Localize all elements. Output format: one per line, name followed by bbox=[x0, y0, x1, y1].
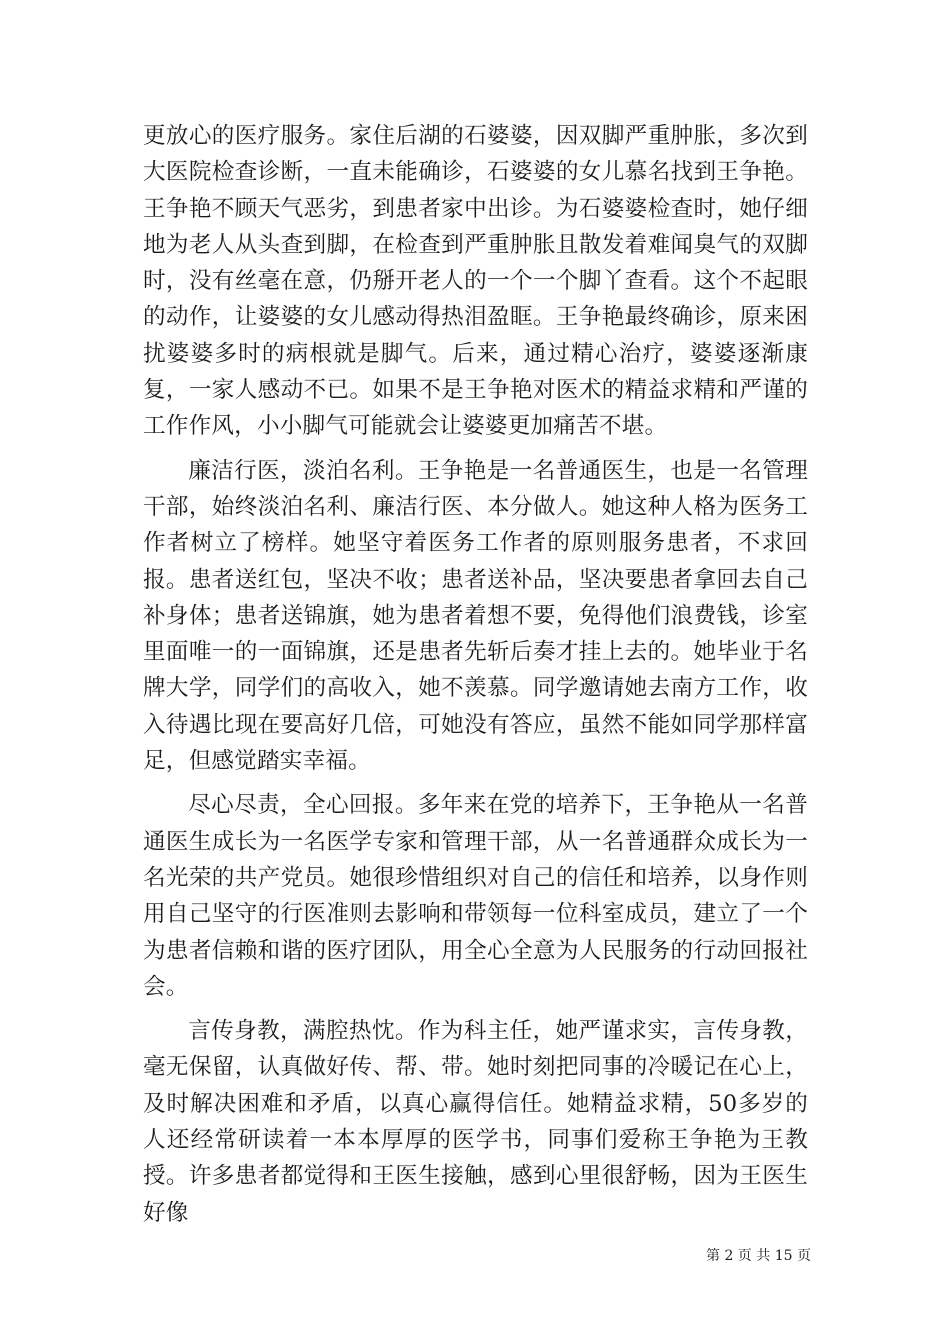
page-number-footer: 第 2 页 共 15 页 bbox=[706, 1248, 811, 1264]
paragraph-continuation: 更放心的医疗服务。家住后湖的石婆婆，因双脚严重肿胀，多次到大医院检查诊断，一直未能确诊，石婆婆的女儿慕名找到王争艳。王争艳不顾天气恶劣，到患者家中出诊。为石婆婆检查时，她仔细地为老人从头查到脚，在检查到严重肿胀且散发着难闻臭气的双脚时，没有丝毫在意，仍掰开老人的一个一个脚丫查看。这个不起眼的动作，让婆婆的女儿感动得热泪盈眶。王争艳最终确诊，原来困扰婆婆多时的病根就是脚气。后来，通过精心治疗，婆婆逐渐康复，一家人感动不已。如果不是王争艳对医术的精益求精和严谨的工作作风，小小脚气可能就会让婆婆更加痛苦不堪。 bbox=[143, 123, 808, 440]
paragraph-dedication: 尽心尽责，全心回报。多年来在党的培养下，王争艳从一名普通医生成长为一名医学专家和管理干部，从一名普通群众成长为一名光荣的共产党员。她很珍惜组织对自己的信任和培养，以身作则用自己坚守的行医准则去影响和带领每一位科室成员，建立了一个为患者信赖和谐的医疗团队，用全心全意为人民服务的行动回报社会。 bbox=[143, 792, 808, 1000]
paragraph-teaching: 言传身教，满腔热忱。作为科主任，她严谨求实，言传身教，毫无保留，认真做好传、帮、带。她时刻把同事的冷暖记在心上，及时解决困难和矛盾，以真心赢得信任。她精益求精，50多岁的人还经常研读着一本本厚厚的医学书，同事们爱称王争艳为王教授。许多患者都觉得和王医生接触，感到心里很舒畅，因为王医生好像 bbox=[143, 1018, 808, 1226]
paragraph-integrity: 廉洁行医，淡泊名利。王争艳是一名普通医生，也是一名管理干部，始终淡泊名利、廉洁行医、本分做人。她这种人格为医务工作者树立了榜样。她坚守着医务工作者的原则服务患者，不求回报。患者送红包，坚决不收；患者送补品，坚决要患者拿回去自己补身体；患者送锦旗，她为患者着想不要，免得他们浪费钱，诊室里面唯一的一面锦旗，还是患者先斩后奏才挂上去的。她毕业于名牌大学，同学们的高收入，她不羡慕。同学邀请她去南方工作，收入待遇比现在要高好几倍，可她没有答应，虽然不能如同学那样富足，但感觉踏实幸福。 bbox=[143, 457, 808, 775]
body-text bbox=[143, 118, 808, 1239]
